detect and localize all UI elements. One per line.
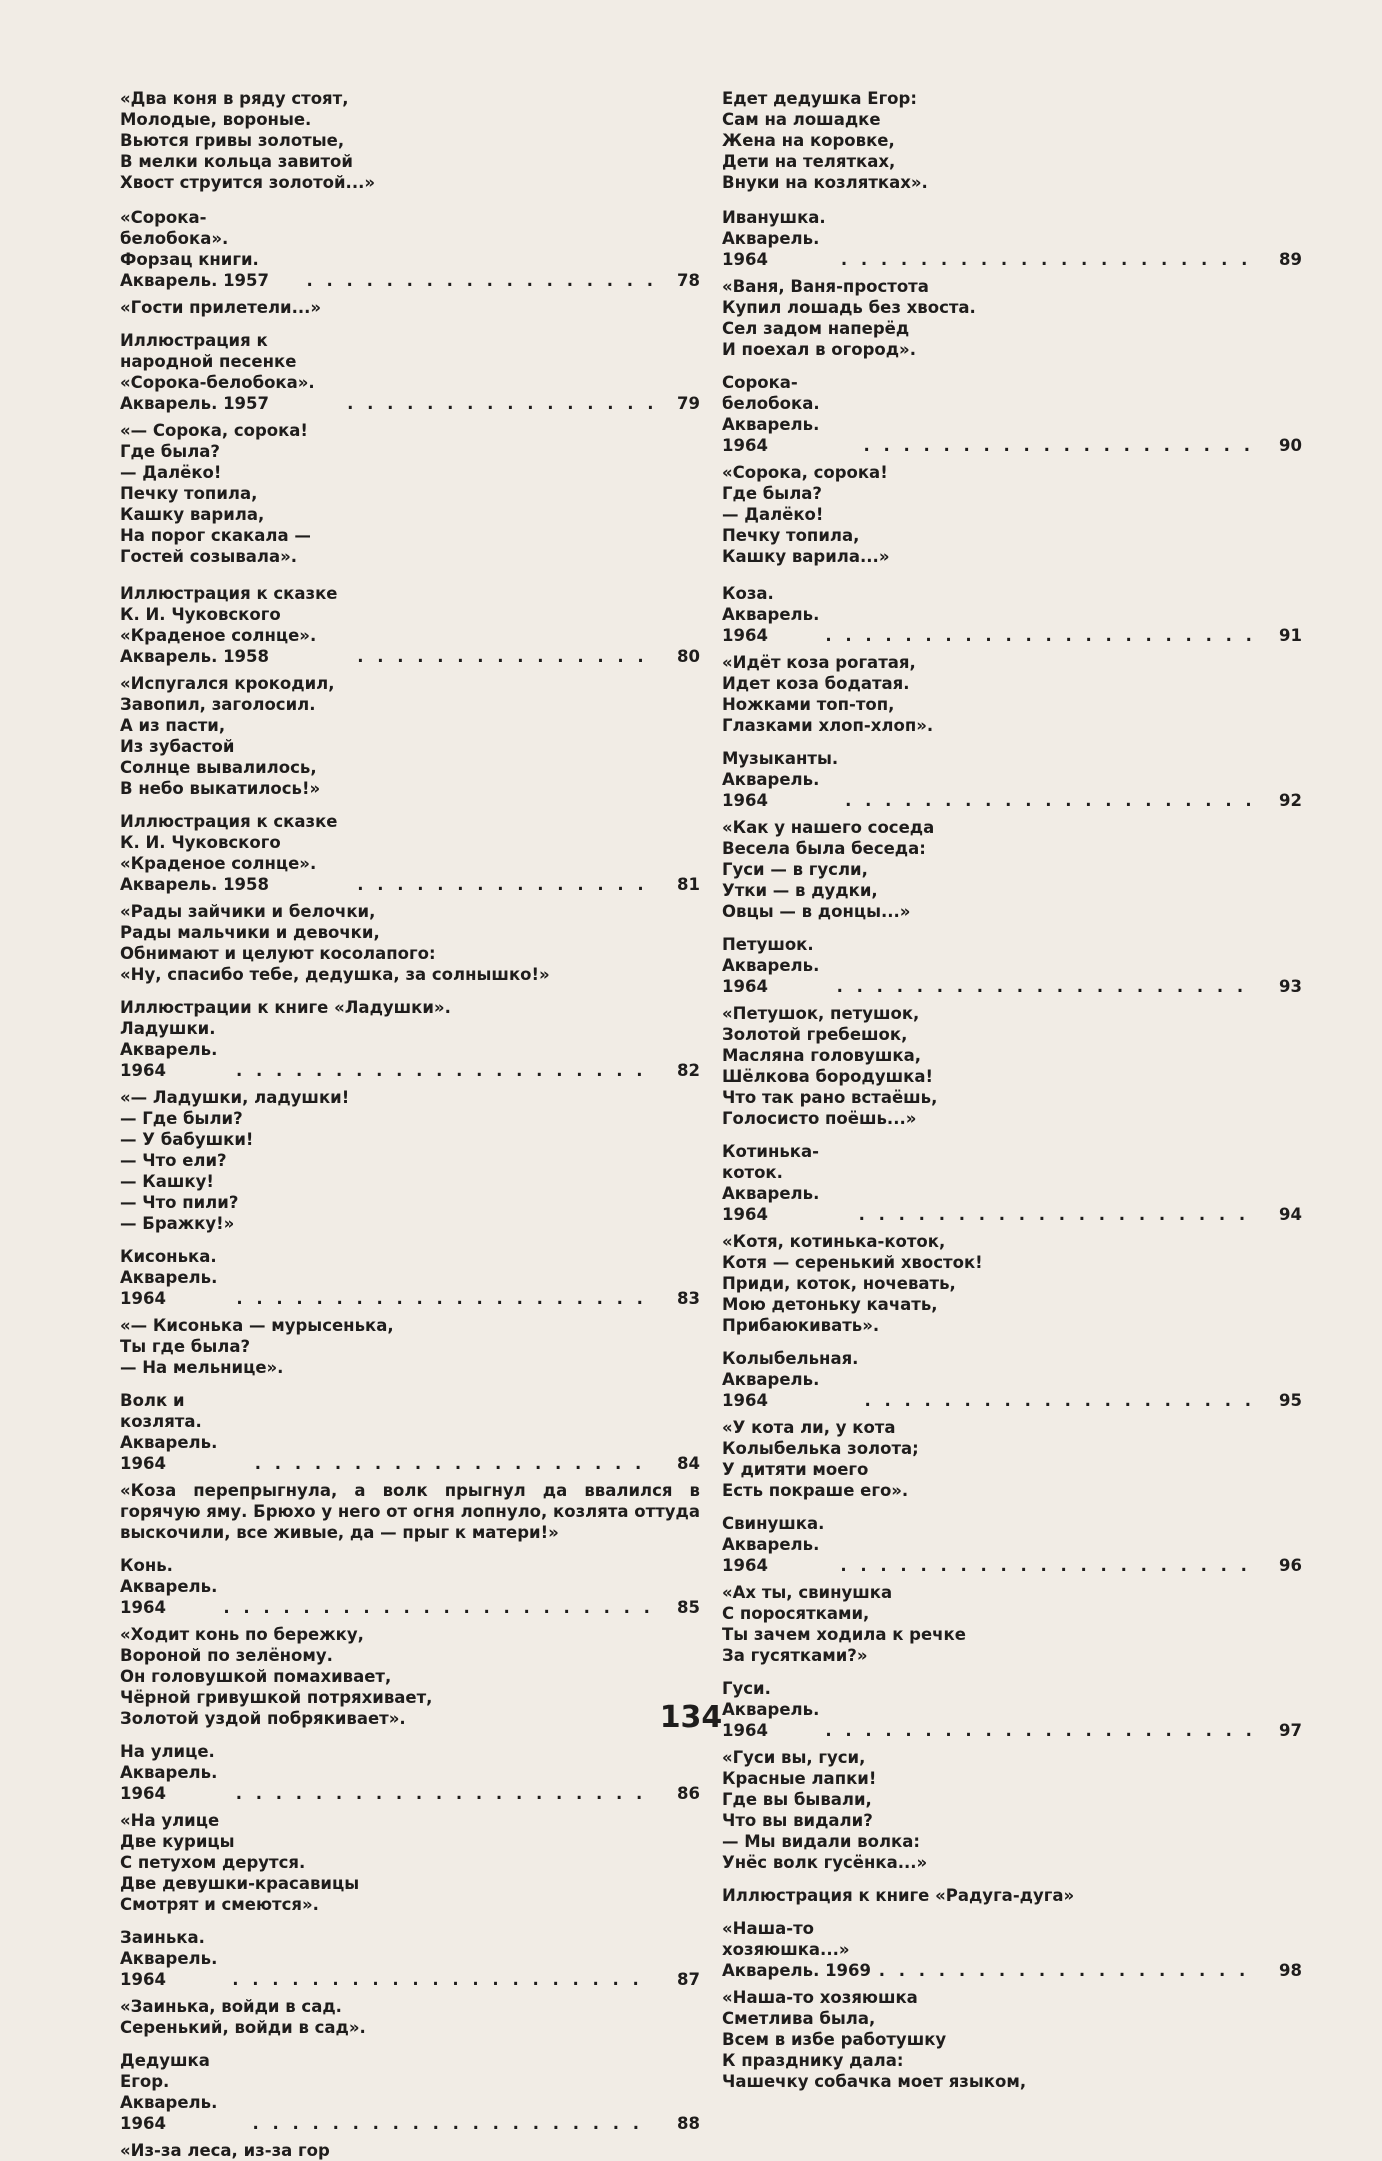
verse: «Заинька, войди в сад. Серенький, войди в сад».: [120, 1997, 366, 2037]
page-ref: 94: [1279, 1205, 1302, 1224]
entry-81: [120, 811, 700, 895]
page-ref: 88: [677, 2114, 700, 2133]
entry-87: [120, 1927, 700, 1990]
entry-title: Иванушка. Акварель. 1964: [722, 208, 832, 269]
entry-78: [120, 207, 700, 291]
page-ref: 87: [677, 1970, 700, 1989]
entry-title: Иллюстрация к сказке К. И. Чуковского «Краденое солнце». Акварель. 1958: [120, 584, 344, 666]
verse: «Гости прилетели...»: [120, 298, 322, 317]
page-ref: 91: [1279, 626, 1302, 645]
page-ref: 89: [1279, 250, 1302, 269]
entry-title: Конь. Акварель. 1964: [120, 1556, 224, 1617]
page-ref: 98: [1279, 1961, 1302, 1980]
verse: «— Ладушки, ладушки! — Где были? — У бабушки! — Что ели? — Кашку! — Что пили? — Бражку!»: [120, 1088, 350, 1233]
entry-title: Коза. Акварель. 1964: [722, 584, 826, 645]
entry-94: [722, 1141, 1302, 1225]
verse: «Идёт коза рогатая, Идет коза бодатая. Ножками топ-топ, Глазками хлоп-хлоп».: [722, 653, 934, 735]
page-ref: 80: [677, 647, 700, 666]
entry-83: [120, 1246, 700, 1309]
verse: «— Сорока, сорока! Где была? — Далёко! Печку топила, Кашку варила, На порог скакала — Гостей созывала».: [120, 421, 311, 566]
page-ref: 81: [677, 875, 700, 894]
page-ref: 97: [1279, 1721, 1302, 1740]
entry-title: Котинька-коток. Акварель. 1964: [722, 1142, 826, 1224]
entry-86: [120, 1741, 700, 1804]
verse: «На улице Две курицы С петухом дерутся. Две девушки-красавицы Смотрят и смеются».: [120, 1811, 360, 1914]
page-ref: 95: [1279, 1391, 1302, 1410]
entry-title: Сорока-белобока. Акварель. 1964: [722, 373, 826, 455]
verse: «Ваня, Ваня-простота Купил лошадь без хвоста. Сел задом наперёд И поехал в огород».: [722, 277, 976, 359]
verse: «Ходит конь по бережку, Вороной по зелёному. Он головушкой помахивает, Чёрной гривушкой потряхивает, Золотой уздой побрякивает».: [120, 1625, 433, 1728]
entry-85: [120, 1555, 700, 1618]
page-ref: 84: [677, 1454, 700, 1473]
entry-92: [722, 748, 1302, 811]
page-number: 134: [659, 1700, 723, 1735]
verse: «Из-за леса, из-за гор: [120, 2141, 330, 2160]
verse: «Два коня в ряду стоят, Молодые, вороные. Вьются гривы золотые, В мелки кольца завитой Хвост струится золотой...»: [120, 89, 376, 192]
page-ref: 85: [677, 1598, 700, 1617]
entry-title: «Наша-то хозяюшка...» Акварель. 1969: [722, 1919, 871, 1980]
entry-title: Иллюстрация к сказке К. И. Чуковского «Краденое солнце». Акварель. 1958: [120, 812, 344, 894]
entry-91: [722, 583, 1302, 646]
verse: «У кота ли, у кота Колыбелька золота; У дитяти моего Есть покраше его».: [722, 1418, 919, 1500]
entry-79: [120, 330, 700, 414]
verse: «Как у нашего соседа Весела была беседа: Гуси — в гусли, Утки — в дудки, Овцы — в донцы...»: [722, 818, 935, 921]
prose-quote: «Коза перепрыгнула, а волк прыгнул да ввалился в горячую яму. Брюхо у него от огня лопнуло, козлята оттуда выскочили, все живые, да — прыг к матери!»: [120, 1481, 700, 1542]
entry-93: [722, 934, 1302, 997]
verse: «Ах ты, свинушка С поросятками, Ты зачем ходила к речке За гусятками?»: [722, 1583, 966, 1665]
verse: «Гуси вы, гуси, Красные лапки! Где вы бывали, Что вы видали? — Мы видали волка: Унёс волк гусёнка...»: [722, 1748, 928, 1872]
page-ref: 86: [677, 1784, 700, 1803]
page-ref: 96: [1279, 1556, 1302, 1575]
verse: «Испугался крокодил, Завопил, заголосил. А из пасти, Из зубастой Солнце вывалилось, В небо выкатилось!»: [120, 674, 335, 798]
entry-title: Ладушки. Акварель. 1964: [120, 1019, 224, 1080]
page-ref: 79: [677, 394, 700, 413]
entry-98: [722, 1918, 1302, 1981]
entry-title: Гуси. Акварель. 1964: [722, 1679, 826, 1740]
entry-95: [722, 1348, 1302, 1411]
entry-88: [120, 2050, 700, 2134]
entry-90: [722, 372, 1302, 456]
section-heading: Иллюстрация к книге «Радуга-дуга»: [722, 1886, 1075, 1905]
entry-89: [722, 207, 1302, 270]
entry-title: Свинушка. Акварель. 1964: [722, 1514, 831, 1575]
entry-title: На улице. Акварель. 1964: [120, 1742, 224, 1803]
entry-title: Заинька. Акварель. 1964: [120, 1928, 224, 1989]
entry-82: [120, 1018, 700, 1081]
entry-title: Музыканты. Акварель. 1964: [722, 749, 844, 810]
page-ref: 93: [1279, 977, 1302, 996]
entry-96: [722, 1513, 1302, 1576]
page-ref: 78: [677, 271, 700, 290]
section-heading: Иллюстрации к книге «Ладушки».: [120, 998, 451, 1017]
entry-80: [120, 583, 700, 667]
entry-title: Дедушка Егор. Акварель. 1964: [120, 2051, 224, 2133]
verse: «Петушок, петушок, Золотой гребешок, Масляна головушка, Шёлкова бородушка! Что так рано встаёшь, Голосисто поёшь...»: [722, 1004, 938, 1128]
page-ref: 90: [1279, 436, 1302, 455]
verse: «Котя, котинька-коток, Котя — серенький хвосток! Приди, коток, ночевать, Мою детоньку качать, Прибаюкивать».: [722, 1232, 983, 1335]
right-column: [722, 88, 1302, 2092]
page-ref: 92: [1279, 791, 1302, 810]
verse: «Сорока, сорока! Где была? — Далёко! Печку топила, Кашку варила...»: [722, 463, 890, 566]
page-ref: 82: [677, 1061, 700, 1080]
verse: Едет дедушка Егор: Сам на лошадке Жена на коровке, Дети на телятках, Внуки на козлятках».: [722, 89, 928, 192]
entry-title: Волк и козлята. Акварель. 1964: [120, 1391, 224, 1473]
page-ref: 83: [677, 1289, 700, 1308]
left-column: [120, 88, 700, 2161]
entry-title: Петушок. Акварель. 1964: [722, 935, 826, 996]
verse: «— Кисонька — мурысенька, Ты где была? — На мельнице».: [120, 1316, 394, 1377]
entry-title: Кисонька. Акварель. 1964: [120, 1247, 224, 1308]
verse: «Рады зайчики и белочки, Рады мальчики и девочки, Обнимают и целуют косолапого: «Ну, спасибо тебе, дедушка, за солнышко!»: [120, 902, 550, 984]
entry-84: [120, 1390, 700, 1474]
entry-title: «Сорока-белобока». Форзац книги. Акварель. 1957: [120, 208, 269, 290]
entry-title: Иллюстрация к народной песенке «Сорока-белобока». Акварель. 1957: [120, 331, 321, 413]
entry-title: Колыбельная. Акварель. 1964: [722, 1349, 865, 1410]
verse: «Наша-то хозяюшка Сметлива была, Всем в избе работушку К празднику дала: Чашечку собачка моет языком,: [722, 1988, 1027, 2091]
